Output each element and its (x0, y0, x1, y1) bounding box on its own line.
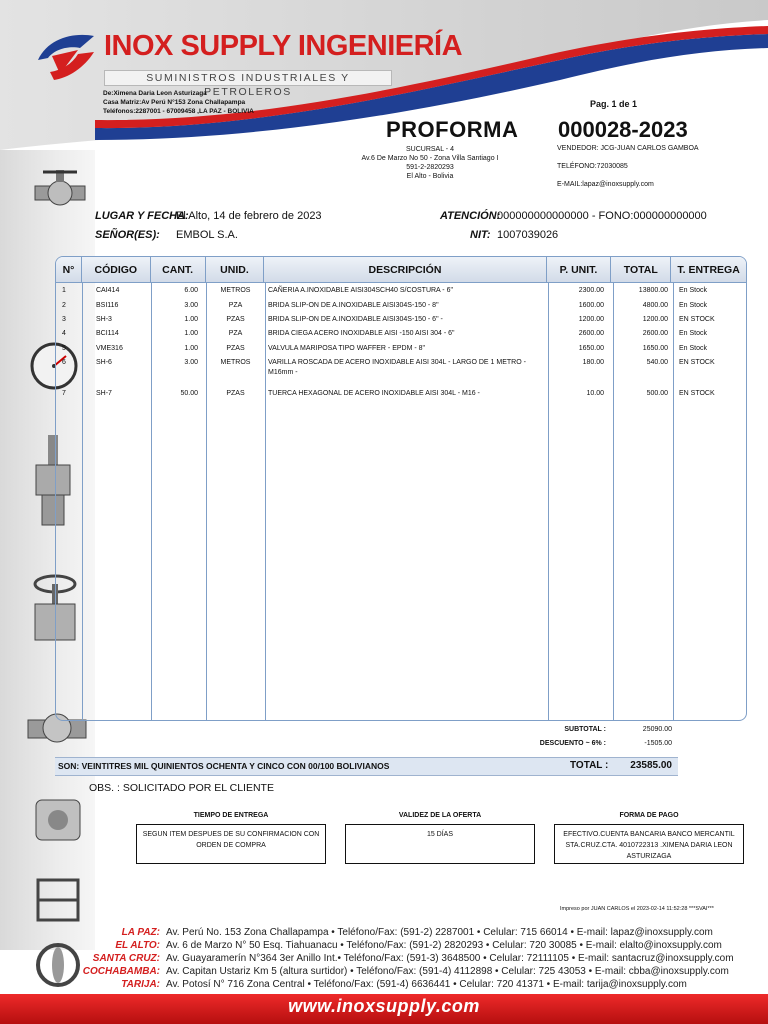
table-cell-code: SH-6 (96, 359, 112, 366)
table-cell-unit: PZA (228, 302, 243, 309)
address-text: Av. Potosí N° 716 Zona Central • Teléfono/Fax: (591-4) 6636441 • Celular: 720 41371 • E-mail: tarija@inoxsupply.com (166, 979, 687, 990)
table-cell-qty: 50.00 (180, 390, 198, 397)
column-header: T. ENTREGA (677, 264, 740, 276)
column-header: P. UNIT. (547, 257, 612, 282)
table-cell-n: 6 (62, 359, 66, 366)
seller-line: VENDEDOR: JCG-JUAN CARLOS GAMBOA (557, 145, 699, 152)
offer-validity-title: VALIDEZ DE LA OFERTA (398, 812, 482, 819)
address-text: Av. Perú No. 153 Zona Challapampa • Teléfono/Fax: (591-2) 2287001 • Celular: 715 66014 • E-mail: lapaz@inoxsupply.com (166, 927, 713, 938)
table-cell-price: 10.00 (586, 390, 604, 397)
offer-validity-box (345, 824, 535, 864)
table-cell-desc: BRIDA SLIP-ON DE A.INOXIDABLE AISI304S-150 - 6" - (268, 316, 443, 323)
table-cell-desc: VALVULA MARIPOSA TIPO WAFFER - EPDM - 8" (268, 345, 426, 352)
table-cell-desc: BRIDA SLIP-ON DE A.INOXIDABLE AISI304S-150 - 8" (268, 302, 439, 309)
website-link[interactable]: www.inoxsupply.com (288, 996, 480, 1016)
branch-line: 591-2-2820293 (406, 164, 454, 171)
delivery-time-text: SEGUN ITEM DESPUES DE SU CONFIRMACION CON ORDEN DE COMPRA (142, 831, 320, 849)
table-body (56, 283, 746, 720)
payment-method-title: FORMA DE PAGO (619, 812, 679, 819)
discount-label: DESCUENTO ~ 6% : (539, 740, 606, 747)
table-cell-delivery: EN STOCK (679, 390, 715, 397)
address-row (0, 940, 760, 952)
column-header: CÓDIGO (82, 257, 151, 282)
table-cell-delivery: En Stock (679, 287, 708, 294)
table-cell-price: 2300.00 (578, 287, 604, 294)
attention-value: 000000000000000 - FONO:000000000000 (497, 210, 707, 222)
table-cell-desc: CAÑERIA A.INOXIDABLE AISI304SCH40 S/COSTURA - 6" (268, 287, 453, 294)
column-header: UNID. (206, 257, 265, 282)
address-city: EL ALTO: (115, 940, 160, 951)
address-line: Casa Matriz:Av Perú N°153 Zona Challapampa (103, 99, 246, 106)
address-text: Av. 6 de Marzo N° 50 Esq. Tiahuanacu • Teléfono/Fax: (591-2) 2820293 • Celular: 720 30085 • E-mail: elalto@inoxsupply.com (166, 940, 722, 951)
seller-line: E-MAIL:lapaz@inoxsupply.com (557, 181, 654, 188)
nit-label: NIT: (470, 229, 491, 241)
phones-line: Teléfonos:2287001 - 67009458 ,LA PAZ - BOLIVIA (103, 108, 254, 115)
client-value: EMBOL S.A. (176, 229, 238, 241)
table-cell-unit: METROS (220, 359, 251, 366)
table-cell-price: 180.00 (582, 359, 604, 366)
observations: OBS. : SOLICITADO POR EL CLIENTE (89, 782, 274, 794)
column-header: CANT. (151, 257, 206, 282)
table-cell-code: BSI116 (96, 302, 119, 309)
payment-method-box (554, 824, 744, 864)
table-cell-unit: PZAS (226, 316, 245, 323)
table-cell-delivery: En Stock (679, 330, 708, 337)
company-logo-icon (34, 30, 102, 85)
address-text: Av. Guayaramerín N°364 3er Anillo Int.• Teléfono/Fax: (591-3) 3648500 • Celular: 72111105 • E-mail: santacruz@inoxsupply.com (166, 953, 734, 964)
branch-line: Av.6 De Marzo No 50 - Zona Villa Santiago I (361, 155, 499, 162)
nit-value: 1007039026 (497, 229, 559, 241)
printed-by: Impreso por JUAN CARLOS el 2023-02-14 11:52:28 ***SVAI*** (560, 906, 714, 912)
table-cell-total: 2600.00 (642, 330, 668, 337)
table-header (56, 257, 746, 283)
column-header: TOTAL (611, 257, 671, 282)
table-cell-code: VME316 (96, 345, 123, 352)
brand-tagline: SUMINISTROS INDUSTRIALES Y PETROLEROS (104, 70, 392, 86)
table-cell-qty: 1.00 (184, 316, 198, 323)
delivery-time-box (136, 824, 326, 864)
table-cell-unit: PZA (228, 330, 243, 337)
table-cell-desc: BRIDA CIEGA ACERO INOXIDABLE AISI -150 AISI 304 - 6" (268, 330, 455, 337)
table-cell-delivery: En Stock (679, 302, 708, 309)
client-label: SEÑOR(ES): (95, 229, 160, 241)
table-cell-price: 1600.00 (578, 302, 604, 309)
address-row (0, 927, 760, 939)
column-header: N° (56, 257, 82, 282)
seller-line: TELÉFONO:72030085 (557, 163, 628, 170)
valve-illustration-icon (25, 168, 95, 213)
valve-illustration-icon (28, 870, 88, 930)
address-city: COCHABAMBA: (82, 966, 160, 977)
offer-validity-text: 15 DÍAS (426, 831, 454, 838)
page-number: Pag. 1 de 1 (590, 99, 638, 109)
delivery-time-title: TIEMPO DE ENTREGA (193, 812, 269, 819)
table-cell-code: CAI414 (96, 287, 120, 294)
column-header: DESCRIPCIÓN (264, 257, 546, 282)
table-cell-n: 1 (62, 287, 66, 294)
address-city: LA PAZ: (121, 927, 160, 938)
document-number: 000028-2023 (558, 117, 688, 142)
table-cell-n: 7 (62, 390, 66, 397)
payment-method-text: EFECTIVO.CUENTA BANCARIA BANCO MERCANTIL STA.CRUZ.CTA. 4010722313 .XIMENA DARIA LEON ASTURIZAGA (563, 831, 735, 860)
total-label: TOTAL : (570, 760, 609, 771)
place-date-label: LUGAR Y FECHA: (95, 210, 189, 222)
document-type: PROFORMA (386, 117, 519, 142)
discount-value: -1505.00 (644, 740, 672, 747)
table-cell-n: 5 (62, 345, 66, 352)
table-cell-n: 4 (62, 330, 66, 337)
table-cell-code: BCI114 (96, 330, 119, 337)
table-cell-delivery: EN STOCK (679, 359, 715, 366)
attention-label: ATENCIÓN: (440, 210, 501, 222)
table-cell-qty: 1.00 (184, 345, 198, 352)
address-row (0, 966, 760, 978)
table-cell-qty: 1.00 (184, 330, 198, 337)
table-cell-qty: 6.00 (184, 287, 198, 294)
brand-name: INOX SUPPLY INGENIERÍA (104, 30, 463, 62)
address-row (0, 953, 760, 965)
table-cell-total: 540.00 (646, 359, 668, 366)
branch-line: El Alto - Bolivia (406, 173, 454, 180)
table-cell-total: 1650.00 (642, 345, 668, 352)
table-cell-unit: PZAS (226, 390, 245, 397)
from-line: De:Ximena Daria Leon Asturizaga (103, 90, 207, 97)
total-value: 23585.00 (630, 760, 672, 771)
table-cell-total: 4800.00 (642, 302, 668, 309)
table-cell-delivery: EN STOCK (679, 316, 715, 323)
amount-in-words: SON: VEINTITRES MIL QUINIENTOS OCHENTA Y CINCO CON 00/100 BOLIVIANOS (58, 761, 390, 771)
table-cell-total: 13800.00 (638, 287, 668, 294)
address-text: Av. Capitan Ustariz Km 5 (altura surtidor) • Teléfono/Fax: (591-4) 4112898 • Celular: 725 43053 • E-mail: cbba@inoxsupply.com (166, 966, 729, 977)
table-cell-desc: VARILLA ROSCADA DE ACERO INOXIDABLE AISI 304L - LARGO DE 1 METRO - M16mm - (268, 359, 526, 376)
address-city: SANTA CRUZ: (92, 953, 160, 964)
table-cell-code: SH-7 (96, 390, 112, 397)
table-cell-desc: TUERCA HEXAGONAL DE ACERO INOXIDABLE AISI 304L - M16 - (268, 390, 480, 397)
table-cell-price: 2600.00 (578, 330, 604, 337)
subtotal-value: 25090.00 (642, 726, 672, 733)
table-cell-price: 1200.00 (578, 316, 604, 323)
table-cell-unit: PZAS (226, 345, 245, 352)
table-cell-unit: METROS (220, 287, 251, 294)
table-cell-price: 1650.00 (578, 345, 604, 352)
table-cell-qty: 3.00 (184, 302, 198, 309)
place-date-value: El Alto, 14 de febrero de 2023 (176, 210, 322, 222)
valve-illustration-icon (28, 790, 88, 850)
table-cell-qty: 3.00 (184, 359, 198, 366)
table-cell-n: 3 (62, 316, 66, 323)
branch-line: SUCURSAL - 4 (406, 146, 454, 153)
table-cell-code: SH-3 (96, 316, 112, 323)
table-cell-total: 500.00 (646, 390, 668, 397)
address-city: TARIJA: (121, 979, 160, 990)
table-cell-n: 2 (62, 302, 66, 309)
subtotal-label: SUBTOTAL : (564, 726, 606, 733)
table-cell-delivery: En Stock (679, 345, 708, 352)
items-table (55, 256, 747, 721)
address-row (0, 979, 760, 991)
table-cell-total: 1200.00 (642, 316, 668, 323)
